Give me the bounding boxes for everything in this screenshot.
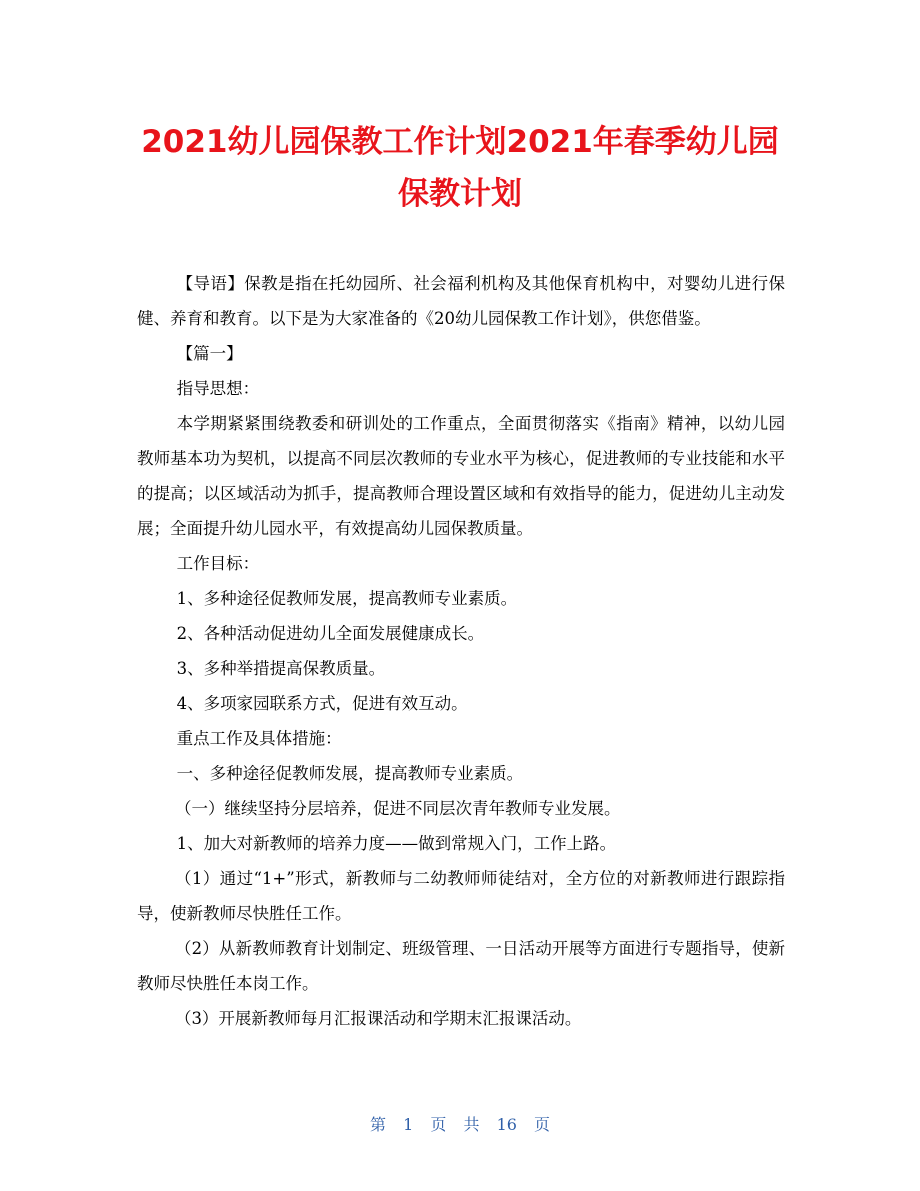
guiding-thought-heading: 指导思想： [176, 379, 260, 398]
work-goals-heading: 工作目标： [176, 554, 260, 573]
footer-label-page: 第 [369, 1115, 386, 1134]
goal-item: 3、多种举措提高保教质量。 [176, 659, 386, 678]
page-footer [0, 1112, 920, 1138]
goal-item: 4、多项家园联系方式，促进有效互动。 [176, 694, 468, 713]
goal-item: 1、多种途径促教师发展，提高教师专业素质。 [176, 589, 518, 608]
key-work-heading: 重点工作及具体措施： [176, 729, 342, 748]
guiding-thought-paragraph: 本学期紧紧围绕教委和研训处的工作重点，全面贯彻落实《指南》精神，以幼儿园教师基本功为契机，以提高不同层次教师的专业水平为核心，促进教师的专业技能和水平的提高；以区域活动为抓手，提高教师合理设置区域和有效指导的能力，促进幼儿主动发展；全面提升幼儿园水平，有效提高幼儿园保教质量。 [137, 414, 785, 538]
measure-detail: （2）从新教师教育计划制定、班级管理、一日活动开展等方面进行专题指导，使新教师尽快胜任本岗工作。 [137, 939, 785, 993]
measure-heading: 一、多种途径促教师发展，提高教师专业素质。 [176, 764, 524, 783]
footer-label-of: 页 [430, 1115, 447, 1134]
intro-paragraph: 【导语】保教是指在托幼园所、社会福利机构及其他保育机构中，对婴幼儿进行保健、养育和教育。以下是为大家准备的《20幼儿园保教工作计划》，供您借鉴。 [137, 274, 785, 328]
footer-current-page: 1 [403, 1115, 414, 1134]
footer-label-end: 页 [534, 1115, 551, 1134]
measure-item: 1、加大对新教师的培养力度——做到常规入门，工作上路。 [176, 834, 617, 853]
measure-detail: （1）通过“1+”形式，新教师与二幼教师师徒结对，全方位的对新教师进行跟踪指导，使新教师尽快胜任工作。 [137, 869, 785, 923]
title-line-2: 保教计划 [398, 176, 522, 212]
measure-subheading: （一）继续坚持分层培养，促进不同层次青年教师专业发展。 [174, 799, 621, 818]
goal-item: 2、各种活动促进幼儿全面发展健康成长。 [176, 624, 485, 643]
footer-total-pages: 16 [496, 1115, 517, 1134]
footer-label-total: 共 [463, 1115, 480, 1134]
document-body [137, 266, 785, 1036]
document-title [100, 116, 820, 220]
section-heading: 【篇一】 [176, 344, 243, 363]
title-line-1: 2021幼儿园保教工作计划2021年春季幼儿园 [141, 124, 779, 160]
measure-detail: （3）开展新教师每月汇报课活动和学期末汇报课活动。 [174, 1009, 582, 1028]
